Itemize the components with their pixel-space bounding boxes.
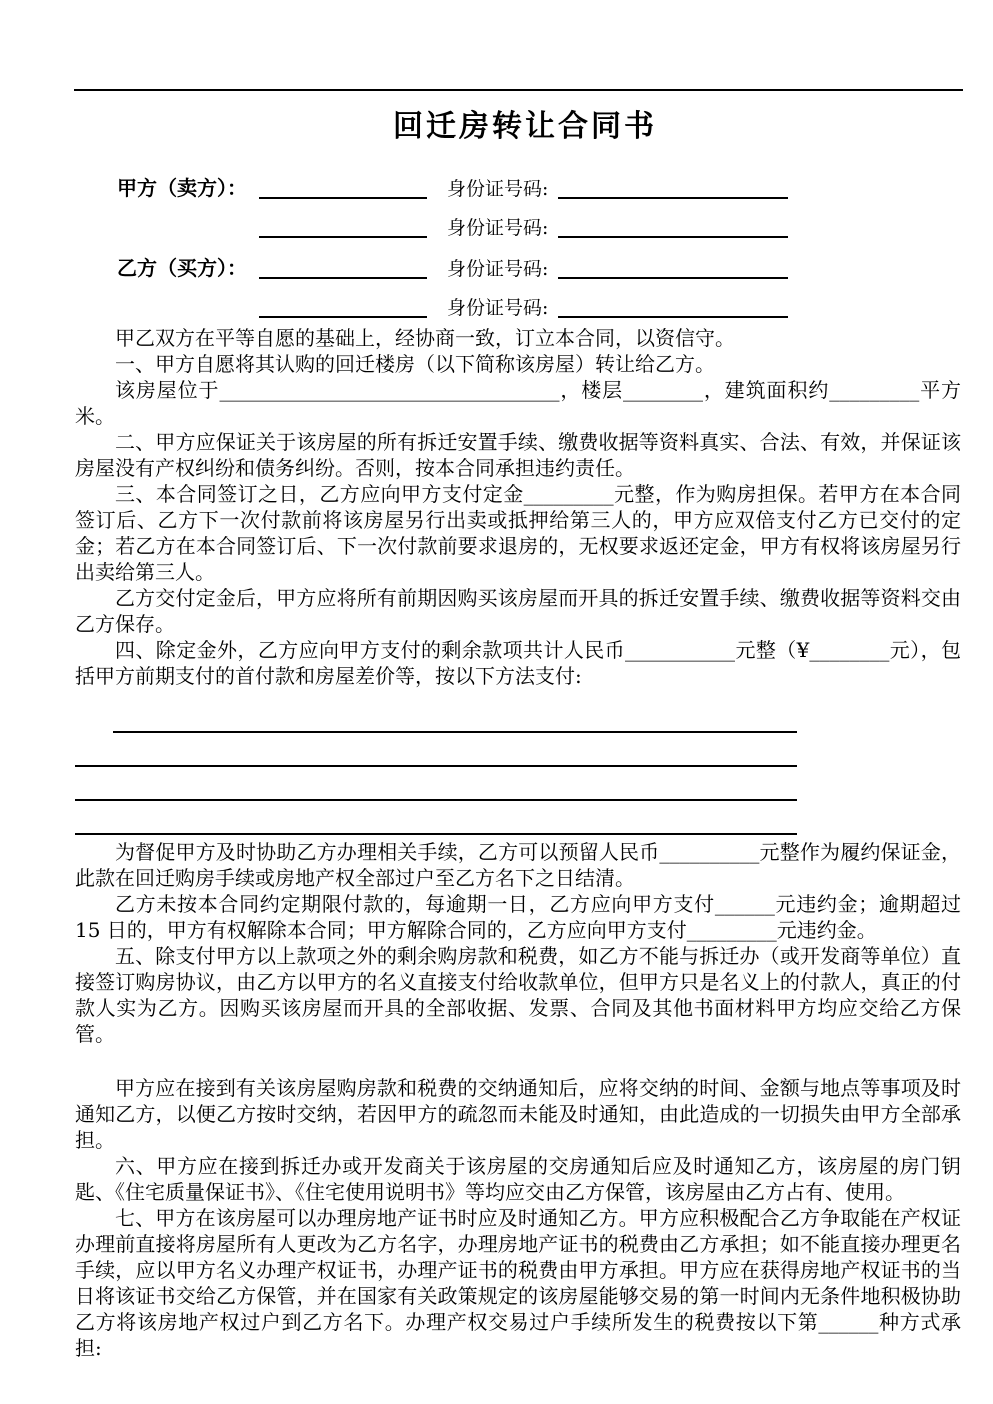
paragraph: 乙方未按本合同约定期限付款的，每逾期一日，乙方应向甲方支付______元违约金；逾期超过 15 日的，甲方有权解除本合同；甲方解除合同的，乙方应向甲方支付_________元违约金。 bbox=[75, 892, 961, 942]
id-number-blank-line bbox=[558, 197, 788, 199]
parties-section bbox=[117, 168, 788, 328]
id-number-label: 身份证号码: bbox=[447, 217, 549, 239]
paragraph: 乙方交付定金后，甲方应将所有前期因购买该房屋而开具的拆迁安置手续、缴费收据等资料交由乙方保存。 bbox=[75, 586, 961, 636]
id-number-blank-line bbox=[558, 236, 788, 238]
party-name-blank-line bbox=[259, 197, 427, 199]
paragraph: 五、除支付甲方以上款项之外的剩余购房款和税费，如乙方不能与拆迁办（或开发商等单位）直接签订购房协议，由乙方以甲方的名义直接支付给收款单位，但甲方只是名义上的付款人，真正的付款人实为乙方。因购买该房屋而开具的全部收据、发票、合同及其他书面材料甲方均应交给乙方保管。 bbox=[75, 944, 961, 1046]
party-name-blank-line bbox=[259, 277, 427, 279]
id-number-label: 身份证号码: bbox=[447, 297, 549, 319]
paragraph: 该房屋位于__________________________________，楼层________，建筑面积约_________平方米。 bbox=[75, 378, 961, 428]
paragraph: 为督促甲方及时协助乙方办理相关手续，乙方可以预留人民币__________元整作为履约保证金，此款在回迁购房手续或房地产权全部过户至乙方名下之日结清。 bbox=[75, 840, 961, 890]
paragraph: 三、本合同签订之日，乙方应向甲方支付定金_________元整，作为购房担保。若甲方在本合同签订后、乙方下一次付款前将该房屋另行出卖或抵押给第三人的，甲方应双倍支付乙方已交付的定金；若乙方在本合同签订后、下一次付款前要求退房的，无权要求返还定金，甲方有权将该房屋另行出卖给第三人。 bbox=[75, 482, 961, 584]
id-number-blank-line bbox=[558, 277, 788, 279]
id-number-blank-line bbox=[558, 316, 788, 318]
paragraph: 六、甲方应在接到拆迁办或开发商关于该房屋的交房通知后应及时通知乙方，该房屋的房门钥匙、《住宅质量保证书》、《住宅使用说明书》等均应交由乙方保管，该房屋由乙方占有、使用。 bbox=[75, 1154, 961, 1204]
contract-body bbox=[75, 325, 961, 1361]
party-label: 乙方（买方）： bbox=[117, 256, 247, 280]
id-number-label: 身份证号码: bbox=[447, 258, 549, 280]
paragraph: 二、甲方应保证关于该房屋的所有拆迁安置手续、缴费收据等资料真实、合法、有效，并保证该房屋没有产权纠纷和债务纠纷。否则，按本合同承担违约责任。 bbox=[75, 430, 961, 480]
paragraph: 七、甲方在该房屋可以办理房地产证书时应及时通知乙方。甲方应积极配合乙方争取能在产权证办理前直接将房屋所有人更改为乙方名字，办理房地产证书的税费由乙方承担；如不能直接办理更名手续，应以甲方名义办理产权证书，办理产证书的税费由甲方承担。甲方应在获得房地产权证书的当日将该证书交给乙方保管，并在国家有关政策规定的该房屋能够交易的第一时间内无条件地积极协助乙方将该房地产权过户到乙方名下。办理产权交易过户手续所发生的税费按以下第______种方式承担: bbox=[75, 1206, 961, 1360]
party-name-blank-line bbox=[259, 316, 427, 318]
fill-in-line bbox=[75, 767, 797, 801]
party-row bbox=[117, 208, 788, 248]
id-number-label: 身份证号码: bbox=[447, 178, 549, 200]
party-row bbox=[117, 248, 788, 288]
party-row bbox=[117, 168, 788, 208]
fill-in-line bbox=[75, 733, 797, 767]
document-title: 回迁房转让合同书 bbox=[393, 109, 657, 144]
fill-in-line bbox=[75, 801, 797, 835]
party-name-blank-line bbox=[259, 236, 427, 238]
paragraph: 甲方应在接到有关该房屋购房款和税费的交纳通知后，应将交纳的时间、金额与地点等事项及时通知乙方，以便乙方按时交纳，若因甲方的疏忽而未能及时通知，由此造成的一切损失由甲方全部承担。 bbox=[75, 1076, 961, 1152]
paragraph: 一、甲方自愿将其认购的回迁楼房（以下简称该房屋）转让给乙方。 bbox=[115, 352, 715, 376]
header-rule bbox=[74, 89, 963, 91]
fill-in-line bbox=[113, 699, 797, 733]
party-row bbox=[117, 288, 788, 328]
party-label: 甲方（卖方）： bbox=[117, 176, 247, 200]
paragraph: 四、除定金外，乙方应向甲方支付的剩余款项共计人民币___________元整（¥________元），包括甲方前期支付的首付款和房屋差价等，按以下方法支付: bbox=[75, 638, 961, 688]
paragraph: 甲乙双方在平等自愿的基础上，经协商一致，订立本合同，以资信守。 bbox=[115, 326, 735, 350]
